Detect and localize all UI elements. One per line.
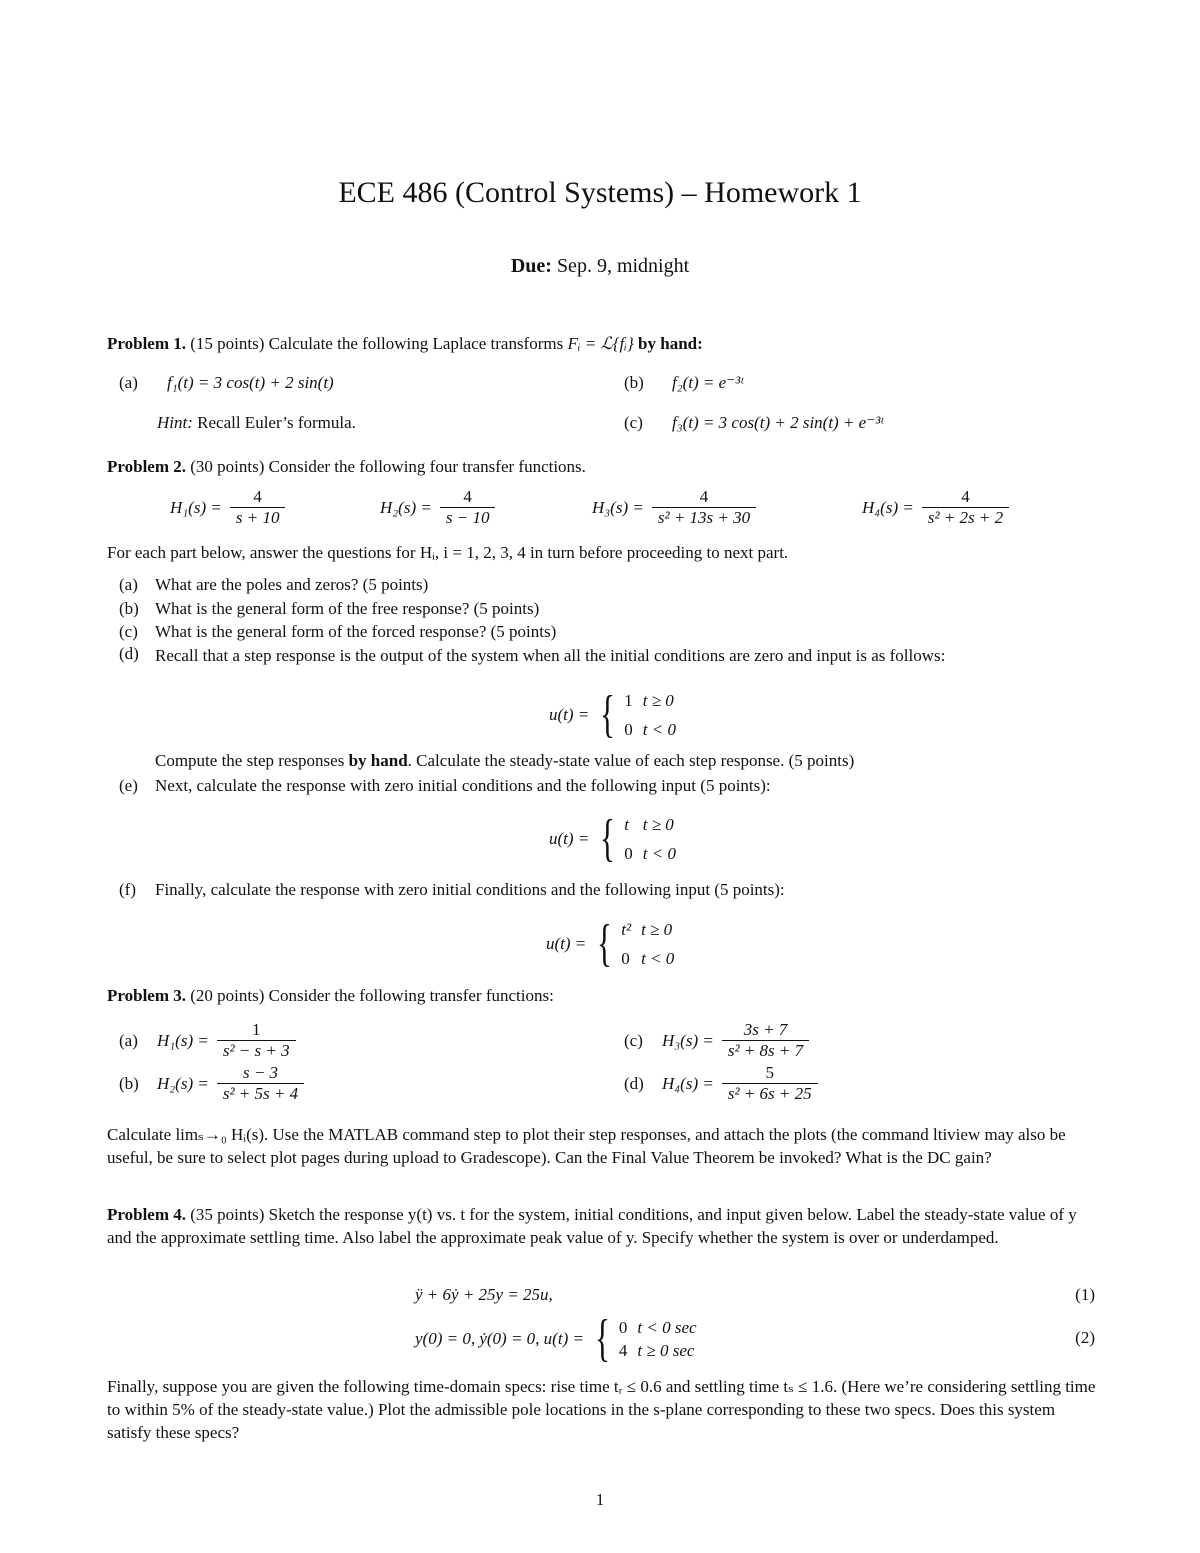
tf-fraction: [217, 1063, 304, 1104]
tf-lhs: H₄(s) =: [862, 497, 914, 517]
part-label: (a): [119, 575, 138, 594]
problem-1-a-expr: f₁(t) = 3 cos(t) + 2 sin(t): [167, 373, 334, 392]
left-brace-icon: {: [594, 1310, 610, 1367]
case-condition: t < 0: [642, 720, 676, 739]
tf-numerator: s − 3: [242, 1063, 279, 1082]
piecewise-cases: [619, 1316, 707, 1362]
transfer-function-h1: [170, 487, 285, 528]
tf-lhs: H₂(s) =: [380, 497, 432, 517]
problem-3-tf-d: [624, 1063, 818, 1104]
problem-2-part-e: [119, 776, 771, 796]
problem-2-part-d-followup: [155, 751, 854, 771]
case-value: 0: [624, 844, 633, 863]
piecewise-cases: [624, 686, 686, 744]
tf-fraction: [440, 487, 496, 528]
problem-1-intro: Calculate the following Laplace transforms: [268, 334, 564, 353]
part-label: (a): [119, 373, 138, 392]
part-label: (b): [624, 373, 644, 392]
tf-numerator: 5: [765, 1063, 774, 1082]
tf-numerator: 4: [463, 487, 472, 506]
problem-4-final: Finally, suppose you are given the following time-domain specs: rise time tᵣ ≤ 0.6 and settling time tₛ ≤ 1.6. (Here we’re considering settling time to within 5% of the steady-state value.) Plot the admissible pole locations in the s-plane corresponding to these two specs. Does this system satisfy these specs?: [107, 1377, 1096, 1442]
case-condition: t ≥ 0: [642, 815, 674, 834]
tf-numerator: 4: [961, 487, 970, 506]
case-condition: t ≥ 0 sec: [637, 1341, 695, 1360]
case-value: 0: [618, 1318, 628, 1337]
problem-2-intro: Consider the following four transfer functions.: [268, 457, 586, 476]
tf-lhs: H₁(s) =: [157, 1030, 209, 1050]
tf-denominator: s² + 6s + 25: [722, 1083, 818, 1104]
followup-text: Compute the step responses: [155, 751, 345, 770]
problem-1-intro-end: by hand:: [638, 334, 703, 353]
case-condition: t ≥ 0: [641, 920, 673, 939]
case-value: 0: [621, 949, 630, 968]
tf-denominator: s² + 5s + 4: [217, 1083, 304, 1104]
quadratic-input-definition: [546, 915, 684, 973]
piecewise-cases: [621, 915, 684, 973]
problem-1-part-b: [624, 373, 743, 393]
u-lhs: u(t) =: [549, 829, 590, 848]
eq2-lhs: y(0) = 0, ẏ(0) = 0, u(t) =: [415, 1329, 584, 1348]
tf-denominator: s − 10: [440, 507, 496, 528]
list-item: [119, 620, 556, 644]
hint-text: Recall Euler’s formula.: [197, 413, 356, 432]
part-label: (e): [119, 776, 138, 795]
equation-1-number: (1): [1075, 1285, 1095, 1304]
tf-denominator: s + 10: [230, 507, 286, 528]
tf-lhs: H₁(s) =: [170, 497, 222, 517]
tf-lhs: H₄(s) =: [662, 1073, 714, 1093]
tf-denominator: s² + 13s + 30: [652, 507, 756, 528]
due-text: Sep. 9, midnight: [556, 255, 690, 277]
problem-2-points: (30 points): [190, 457, 265, 476]
case-value: t: [624, 815, 629, 834]
tf-numerator: 4: [253, 487, 262, 506]
tf-fraction: [722, 1063, 818, 1104]
part-label: (b): [119, 598, 139, 618]
case-condition: t ≥ 0: [642, 691, 674, 710]
due-date: [0, 255, 1200, 278]
tf-numerator: 1: [252, 1020, 261, 1039]
case-condition: t < 0: [642, 844, 676, 863]
problem-2-part-d-text: Recall that a step response is the output of the system when all the initial conditions are zero and input is as follows:: [155, 646, 946, 665]
item-text: What is the general form of the forced response? (5 points): [155, 622, 557, 641]
ramp-input-definition: [549, 810, 686, 868]
hint-label: Hint:: [157, 413, 193, 432]
problem-3-points: (20 points): [190, 986, 265, 1005]
left-brace-icon: {: [597, 915, 613, 972]
problem-2-heading: [107, 455, 1097, 478]
item-text: Finally, calculate the response with zero initial conditions and the following input (5 points):: [155, 880, 785, 899]
step-input-definition: [549, 686, 686, 744]
part-label: (c): [624, 1030, 643, 1050]
tf-fraction: [217, 1020, 296, 1061]
problem-2-items: [119, 573, 556, 644]
problem-3-tf-b: [119, 1063, 304, 1104]
tf-denominator: s² − s + 3: [217, 1040, 296, 1061]
tf-lhs: H₃(s) =: [662, 1030, 714, 1050]
problem-1-heading: [107, 332, 1097, 355]
case-value: t²: [621, 920, 632, 939]
page-number: 1: [595, 1490, 605, 1509]
problem-3-intro: Consider the following transfer functions:: [268, 986, 554, 1005]
left-brace-icon: {: [600, 686, 616, 743]
problem-3-tf-c: [624, 1020, 809, 1061]
list-item: [119, 573, 556, 597]
left-brace-icon: {: [600, 810, 616, 867]
equation-1: ÿ + 6ẏ + 25y = 25u,: [415, 1285, 553, 1304]
problem-1-points: (15 points): [190, 334, 265, 353]
problem-1-b-expr: f₂(t) = e⁻³ᵗ: [672, 373, 744, 392]
tf-denominator: s² + 8s + 7: [722, 1040, 809, 1061]
problem-4-label: Problem 4.: [107, 1205, 187, 1224]
case-value: 0: [624, 720, 633, 739]
transfer-function-h2: [380, 487, 495, 528]
problem-2-part-f: [119, 880, 785, 900]
part-label: (c): [119, 622, 138, 641]
tf-fraction: [922, 487, 1009, 528]
problem-3-body: Calculate limₛ→₀ Hᵢ(s). Use the MATLAB command step to plot their step responses, and attach the plots (the command ltiview may also be useful, be sure to select plot pages during upload to Gradescope). Can the Final Value Theorem be invoked? What is the DC gain?: [107, 1125, 1066, 1167]
tf-fraction: [230, 487, 286, 528]
problem-1-label: Problem 1.: [107, 334, 187, 353]
followup-text-2: . Calculate the steady-state value of each step response. (5 points): [407, 751, 855, 770]
case-value: 1: [624, 691, 633, 710]
case-condition: t < 0 sec: [637, 1318, 697, 1337]
problem-1-intro-math: Fᵢ = ℒ{fᵢ}: [567, 334, 634, 353]
u-lhs: u(t) =: [546, 934, 587, 953]
part-label: (d): [624, 1073, 644, 1093]
list-item: [119, 597, 556, 621]
item-text: What are the poles and zeros? (5 points): [155, 575, 429, 594]
tf-lhs: H₂(s) =: [157, 1073, 209, 1093]
transfer-function-h3: [592, 487, 756, 528]
piecewise-cases: [624, 810, 686, 868]
part-label: (f): [119, 880, 136, 899]
item-text: What is the general form of the free response? (5 points): [155, 598, 540, 618]
tf-numerator: 4: [699, 487, 709, 506]
u-lhs: u(t) =: [549, 705, 590, 724]
problem-3-label: Problem 3.: [107, 986, 187, 1005]
equation-2-number: (2): [1075, 1328, 1095, 1347]
problem-1-part-c: [624, 413, 883, 433]
case-value: 4: [618, 1341, 628, 1360]
problem-4-text: Sketch the response y(t) vs. t for the system, initial conditions, and input given below. Label the steady-state value of y and the approximate settling time. Also label the approximate peak value of y. Specify whether the system is over or underdamped.: [107, 1205, 1077, 1247]
part-label: (c): [624, 413, 643, 432]
transfer-function-h4: [862, 487, 1009, 528]
due-label: Due:: [510, 255, 552, 277]
problem-3-heading: [107, 984, 1097, 1007]
part-label: (b): [119, 1073, 139, 1093]
problem-1-part-a: [119, 373, 334, 393]
tf-fraction: [722, 1020, 809, 1061]
case-condition: t < 0: [641, 949, 675, 968]
problem-3-tf-a: [119, 1020, 296, 1061]
problem-1-hint: [157, 413, 356, 433]
part-label: (a): [119, 1030, 138, 1050]
problem-4-points: (35 points): [190, 1205, 265, 1224]
problem-2-part-d-label: (d): [119, 644, 139, 663]
problem-1-c-expr: f₃(t) = 3 cos(t) + 2 sin(t) + e⁻³ᵗ: [672, 413, 884, 432]
tf-lhs: H₃(s) =: [592, 497, 644, 517]
followup-bold: by hand: [348, 751, 408, 770]
problem-2-instructions: For each part below, answer the questions for Hᵢ, i = 1, 2, 3, 4 in turn before proceeding to next part.: [107, 543, 789, 562]
problem-4-body: [107, 1203, 1097, 1249]
page-title: ECE 486 (Control Systems) – Homework 1: [338, 176, 862, 209]
tf-denominator: s² + 2s + 2: [922, 507, 1009, 528]
equation-2: [415, 1310, 707, 1367]
tf-fraction: [652, 487, 756, 528]
problem-2-label: Problem 2.: [107, 457, 187, 476]
tf-numerator: 3s + 7: [743, 1020, 788, 1039]
item-text: Next, calculate the response with zero initial conditions and the following input (5 points):: [155, 776, 771, 795]
